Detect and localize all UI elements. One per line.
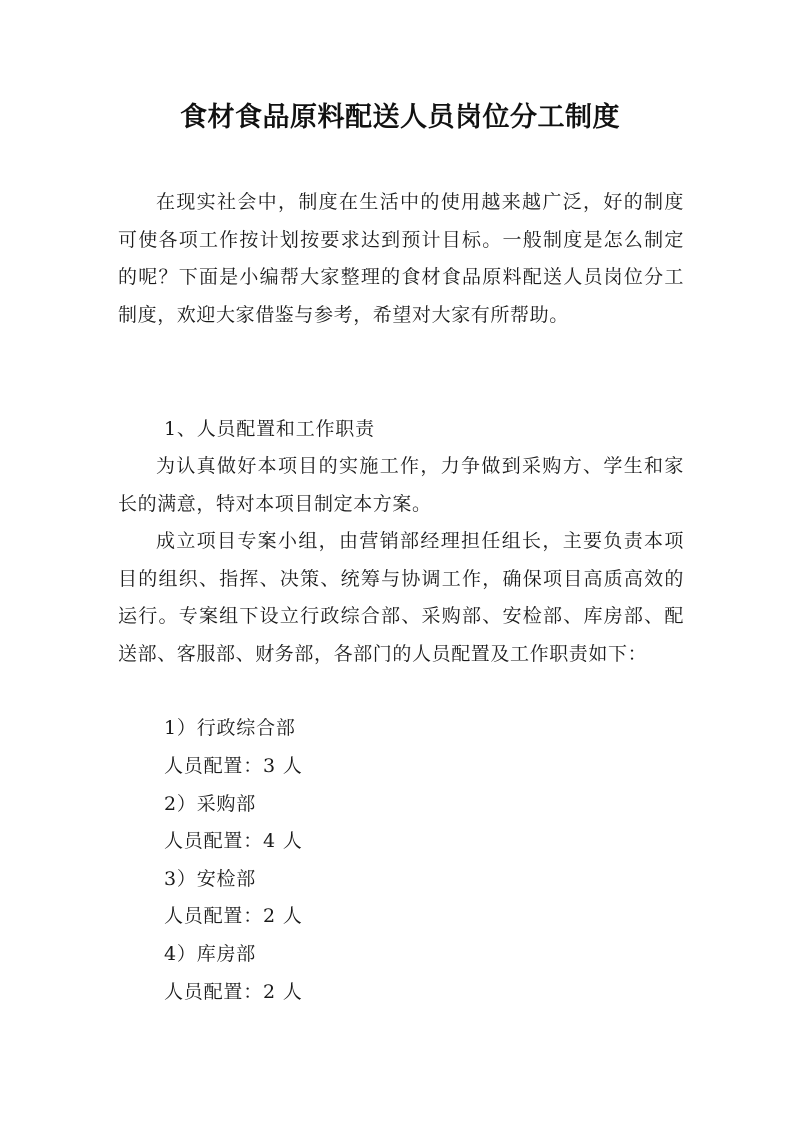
department-staffing: 人员配置：3 人 bbox=[164, 755, 303, 777]
section-heading: 1、人员配置和工作职责 bbox=[164, 418, 375, 440]
department-name: 3）安检部 bbox=[164, 868, 257, 890]
department-name: 1）行政综合部 bbox=[164, 717, 296, 739]
document-title: 食材食品原料配送人员岗位分工制度 bbox=[180, 102, 620, 133]
intro-paragraph: 在现实社会中，制度在生活中的使用越来越广泛，好的制度可使各项工作按计划按要求达到预计目标。一般制度是怎么制定的呢？下面是小编帮大家整理的食材食品原料配送人员岗位分工制度，欢迎大家借鉴与参考，希望对大家有所帮助。 bbox=[118, 191, 684, 326]
body-paragraph: 成立项目专案小组，由营销部经理担任组长，主要负责本项目的组织、指挥、决策、统筹与协调工作，确保项目高质高效的运行。专案组下设立行政综合部、采购部、安检部、库房部、配送部、客服部、财务部，各部门的人员配置及工作职责如下： bbox=[118, 530, 684, 665]
department-staffing: 人员配置：4 人 bbox=[164, 830, 303, 852]
department-staffing: 人员配置：2 人 bbox=[164, 905, 303, 927]
department-name: 2）采购部 bbox=[164, 793, 257, 815]
body-paragraph: 为认真做好本项目的实施工作，力争做到采购方、学生和家长的满意，特对本项目制定本方案。 bbox=[118, 455, 684, 515]
department-staffing: 人员配置：2 人 bbox=[164, 981, 303, 1003]
department-name: 4）库房部 bbox=[164, 943, 257, 965]
